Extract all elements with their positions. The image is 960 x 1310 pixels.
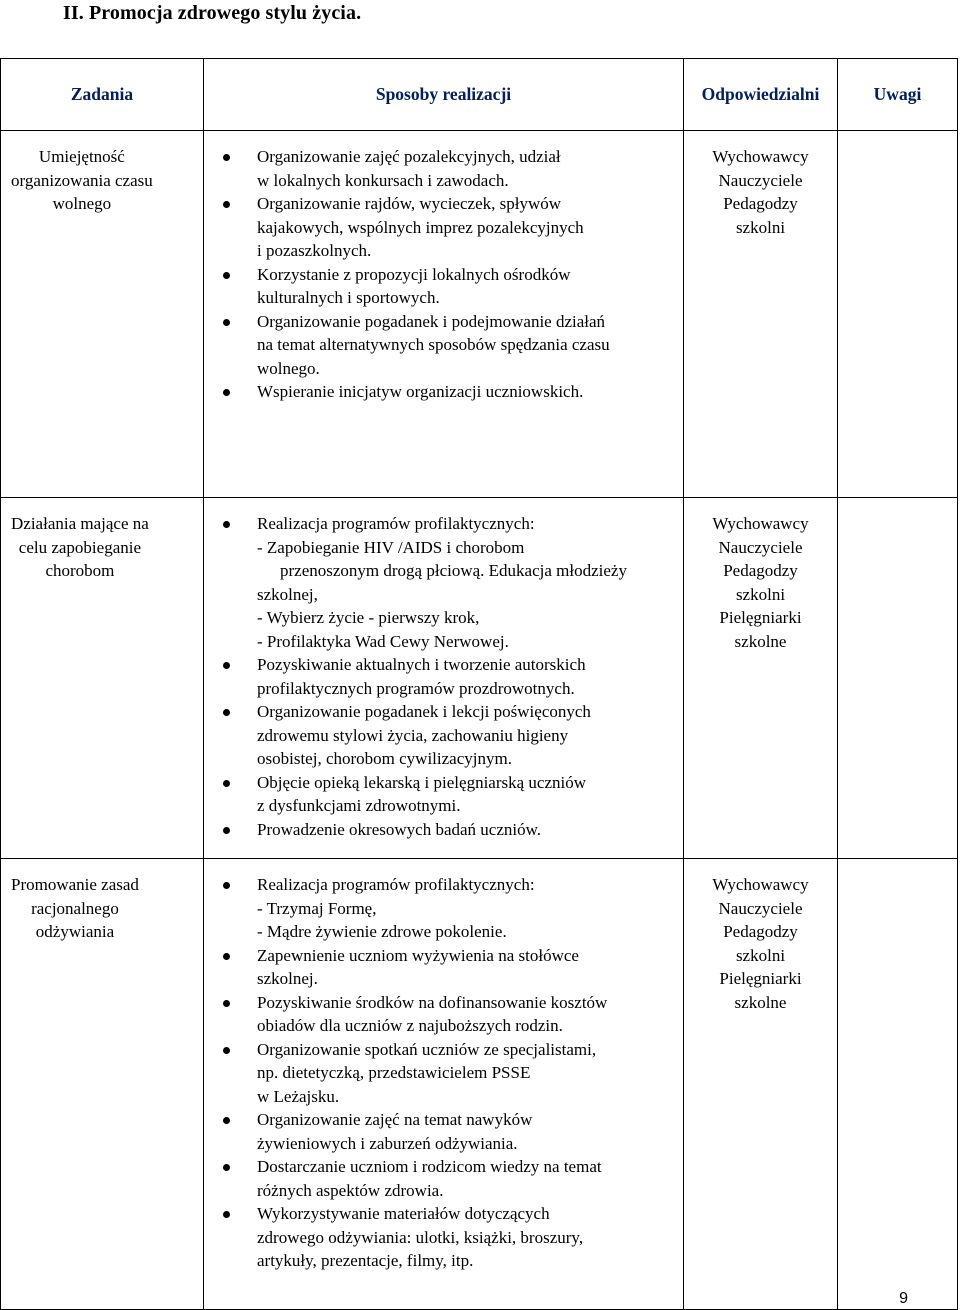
bullet-icon (223, 1211, 230, 1218)
header-tasks: Zadania (1, 59, 204, 131)
list-item-line: - Trzymaj Formę, (257, 898, 377, 918)
responsible-line: szkolni (735, 217, 786, 237)
task-line: organizowania czasu (11, 170, 153, 190)
responsible-line: Nauczyciele (718, 537, 803, 557)
list-item (214, 771, 675, 818)
list-item (214, 145, 675, 192)
bullet-icon (223, 709, 230, 716)
list-item-line: na temat alternatywnych sposobów spędzania czasu (257, 335, 610, 354)
bullet-icon (223, 953, 230, 960)
bullet-icon (223, 1047, 230, 1054)
responsible-line: Nauczyciele (718, 170, 803, 190)
list-item (214, 991, 675, 1038)
responsible-line: szkolne (734, 992, 787, 1012)
list-item-line: Organizowanie zajęć pozalekcyjnych, udział (257, 147, 561, 166)
list-item (214, 653, 675, 700)
bullet-icon (223, 882, 230, 889)
list-item (214, 263, 675, 310)
responsible-line: Wychowawcy (712, 875, 809, 894)
list-item (214, 873, 675, 944)
list-item-line: kajakowych, wspólnych imprez pozalekcyjnych (257, 217, 584, 237)
header-responsible: Odpowiedzialni (684, 59, 838, 131)
list-item (214, 1038, 675, 1109)
table-row (1, 859, 958, 1310)
list-item (214, 1155, 675, 1202)
list-item-line: Wykorzystywanie materiałów dotyczących (257, 1204, 550, 1223)
list-item-line: Organizowanie zajęć na temat nawyków (257, 1110, 533, 1129)
bullet-icon (223, 1117, 230, 1124)
list-item-line: Realizacja programów profilaktycznych: (257, 514, 535, 533)
responsible-line: Pedagodzy (723, 194, 798, 213)
list-item (214, 1202, 675, 1273)
bullet-icon (223, 389, 230, 396)
section-heading: II. Promocja zdrowego stylu życia. (63, 2, 362, 24)
responsible-line: Pedagodzy (723, 561, 798, 580)
list-item-line: Realizacja programów profilaktycznych: (257, 875, 535, 894)
list-item (214, 944, 675, 991)
bullet-icon (223, 1164, 230, 1171)
task-cell (1, 498, 204, 859)
responsible-line: szkolni (735, 945, 786, 965)
bullet-icon (223, 1000, 230, 1007)
list-item-line: i pozaszkolnych. (257, 241, 372, 260)
header-notes: Uwagi (838, 59, 958, 131)
page-number: 9 (899, 1290, 908, 1307)
list-item-line: Organizowanie pogadanek i lekcji poświęconych (257, 702, 591, 721)
list-item (214, 380, 675, 404)
list-item-line: różnych aspektów zdrowia. (257, 1180, 444, 1200)
list-item-line: szkolnej. (257, 969, 318, 988)
list-item-line: Dostarczanie uczniom i rodzicom wiedzy na temat (257, 1157, 602, 1176)
bullet-icon (223, 154, 230, 161)
responsible-line: Wychowawcy (712, 514, 809, 533)
list-item-line: w lokalnych konkursach i zawodach. (257, 170, 509, 190)
list-item-line: osobistej, chorobom cywilizacyjnym. (257, 749, 512, 768)
responsible-line: Pedagodzy (723, 922, 798, 941)
bullet-icon (223, 662, 230, 669)
responsible-line: Wychowawcy (712, 147, 809, 166)
list-item-line: przenoszonym drogą płciową. Edukacja młodzieży (280, 561, 627, 580)
list-item-line: profilaktycznych programów prozdrowotnych. (257, 678, 575, 698)
task-line: odżywiania (35, 922, 115, 941)
task-line: Promowanie zasad (11, 875, 139, 894)
table-header-row (1, 59, 958, 131)
methods-cell (204, 498, 684, 859)
list-item-line: Prowadzenie okresowych badań uczniów. (257, 819, 542, 839)
list-item-line: Organizowanie spotkań uczniów ze specjalistami, (257, 1039, 597, 1059)
task-text (11, 512, 149, 583)
list-item-line: z dysfunkcjami zdrowotnymi. (257, 796, 461, 815)
task-cell (1, 859, 204, 1310)
notes-cell (838, 131, 958, 498)
methods-cell (204, 131, 684, 498)
list-item-line: wolnego. (257, 358, 320, 378)
list-item-line: Zapewnienie uczniom wyżywienia na stołówce (257, 945, 579, 965)
task-line: celu zapobieganie (18, 537, 142, 557)
health-promotion-table (0, 58, 958, 1310)
notes-cell (838, 859, 958, 1310)
list-item-line: Pozyskiwanie aktualnych i tworzenie autorskich (257, 655, 586, 674)
list-item-line: Wspieranie inicjatyw organizacji uczniowskich. (257, 382, 584, 401)
methods-cell (204, 859, 684, 1310)
table-row (1, 498, 958, 859)
list-item-line: Organizowanie rajdów, wycieczek, spływów (257, 194, 562, 213)
list-item-line: zdrowego odżywiania: ulotki, książki, broszury, (257, 1227, 584, 1247)
list-item-line: Objęcie opieką lekarską i pielęgniarską uczniów (257, 772, 587, 792)
bullet-icon (223, 319, 230, 326)
list-item (214, 192, 675, 263)
list-item (214, 1108, 675, 1155)
methods-list (204, 873, 683, 1273)
task-cell (1, 131, 204, 498)
task-line: Działania mające na (11, 514, 149, 533)
responsible-line: szkolne (734, 631, 787, 651)
list-item-line: - Zapobieganie HIV /AIDS i chorobom (257, 537, 525, 557)
responsible-line: Pielęgniarki (719, 608, 802, 627)
responsible-line: Nauczyciele (718, 898, 803, 918)
bullet-icon (223, 272, 230, 279)
list-item (214, 818, 675, 842)
responsible-cell (684, 859, 838, 1310)
list-item-line: Korzystanie z propozycji lokalnych ośrodków (257, 264, 571, 284)
list-item-line: - Mądre żywienie zdrowe pokolenie. (257, 922, 507, 941)
methods-list (204, 512, 683, 841)
bullet-icon (223, 780, 230, 787)
responsible-cell (684, 498, 838, 859)
list-item-line: Pozyskiwanie środków na dofinansowanie kosztów (257, 992, 608, 1012)
list-item (214, 310, 675, 381)
list-item-line: w Leżajsku. (257, 1086, 340, 1106)
task-line: wolnego (52, 194, 112, 213)
bullet-icon (223, 201, 230, 208)
responsible-line: Pielęgniarki (719, 969, 802, 988)
list-item-line: - Wybierz życie - pierwszy krok, (257, 608, 480, 627)
notes-cell (838, 498, 958, 859)
bullet-icon (223, 521, 230, 528)
task-text (11, 145, 153, 216)
responsible-cell (684, 131, 838, 498)
task-text (11, 873, 139, 944)
task-line: chorobom (45, 561, 115, 580)
bullet-icon (223, 827, 230, 834)
list-item-line: kulturalnych i sportowych. (257, 288, 440, 307)
task-line: Umiejętność (38, 147, 125, 166)
list-item-line: artykuły, prezentacje, filmy, itp. (257, 1251, 474, 1270)
list-item-line: szkolnej, (257, 584, 318, 604)
methods-list (204, 145, 683, 404)
list-item (214, 700, 675, 771)
list-item-line: obiadów dla uczniów z najuboższych rodzin. (257, 1016, 563, 1035)
table-row (1, 131, 958, 498)
list-item-line: Organizowanie pogadanek i podejmowanie działań (257, 311, 606, 331)
header-methods: Sposoby realizacji (204, 59, 684, 131)
list-item-line: - Profilaktyka Wad Cewy Nerwowej. (257, 631, 509, 651)
task-line: racjonalnego (31, 898, 119, 918)
list-item-line: zdrowemu stylowi życia, zachowaniu higieny (257, 725, 569, 745)
list-item-line: np. dietetyczką, przedstawicielem PSSE (257, 1063, 531, 1082)
list-item (214, 512, 675, 653)
responsible-line: szkolni (735, 584, 786, 604)
list-item-line: żywieniowych i zaburzeń odżywiania. (257, 1133, 518, 1153)
